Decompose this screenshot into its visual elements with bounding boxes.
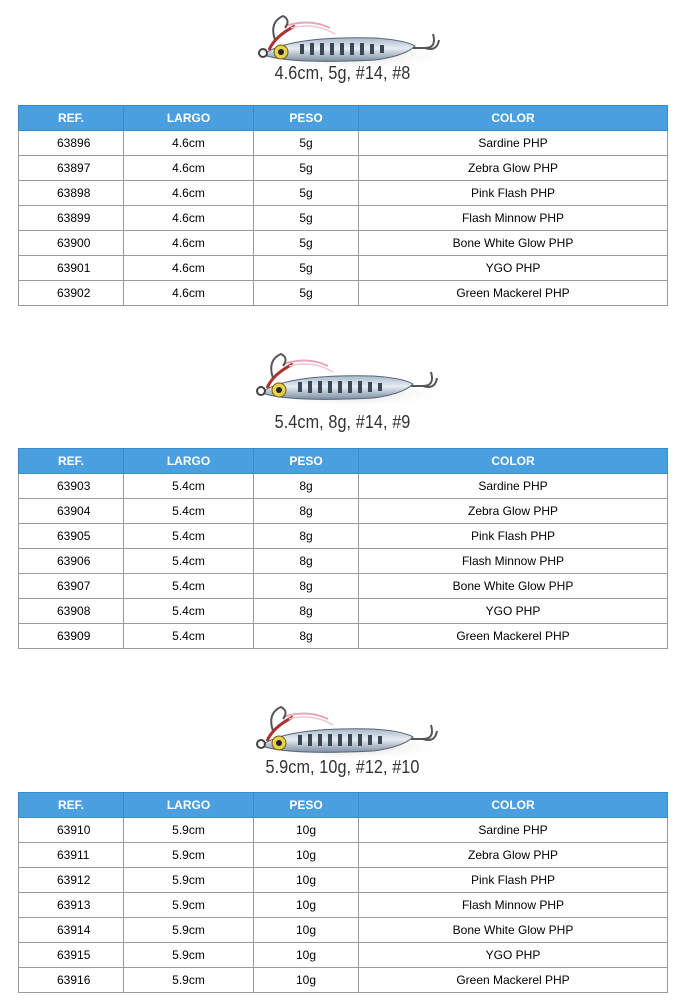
ref-cell: 63911 <box>19 843 124 868</box>
ref-cell: 63897 <box>19 156 124 181</box>
color-cell: Zebra Glow PHP <box>359 499 668 524</box>
peso-cell: 5g <box>254 131 359 156</box>
table-row <box>19 524 668 549</box>
section-caption: 5.4cm, 8g, #14, #9 <box>274 412 411 432</box>
ref-cell: 63912 <box>19 868 124 893</box>
ref-cell: 63902 <box>19 281 124 306</box>
peso-cell: 8g <box>254 474 359 499</box>
table-row <box>19 893 668 918</box>
table-row <box>19 943 668 968</box>
peso-cell: 8g <box>254 524 359 549</box>
ref-cell: 63896 <box>19 131 124 156</box>
table-row <box>19 818 668 843</box>
col-header-largo: LARGO <box>124 449 254 474</box>
color-cell: YGO PHP <box>359 599 668 624</box>
peso-cell: 5g <box>254 231 359 256</box>
col-header-ref: REF. <box>19 106 124 131</box>
table-row <box>19 574 668 599</box>
color-cell: Flash Minnow PHP <box>359 206 668 231</box>
largo-cell: 5.4cm <box>124 624 254 649</box>
largo-cell: 4.6cm <box>124 231 254 256</box>
table-row <box>19 499 668 524</box>
ref-cell: 63898 <box>19 181 124 206</box>
table-row <box>19 131 668 156</box>
peso-cell: 8g <box>254 624 359 649</box>
peso-cell: 10g <box>254 918 359 943</box>
col-header-largo: LARGO <box>124 793 254 818</box>
color-cell: Green Mackerel PHP <box>359 624 668 649</box>
largo-cell: 5.4cm <box>124 499 254 524</box>
color-cell: Zebra Glow PHP <box>359 156 668 181</box>
col-header-peso: PESO <box>254 793 359 818</box>
color-cell: YGO PHP <box>359 256 668 281</box>
col-header-peso: PESO <box>254 449 359 474</box>
peso-cell: 5g <box>254 156 359 181</box>
lure-image <box>238 703 448 758</box>
largo-cell: 5.9cm <box>124 918 254 943</box>
ref-cell: 63903 <box>19 474 124 499</box>
ref-cell: 63915 <box>19 943 124 968</box>
table-row <box>19 256 668 281</box>
ref-cell: 63905 <box>19 524 124 549</box>
ref-cell: 63916 <box>19 968 124 993</box>
color-cell: Green Mackerel PHP <box>359 281 668 306</box>
largo-cell: 5.9cm <box>124 843 254 868</box>
table-row <box>19 474 668 499</box>
peso-cell: 10g <box>254 968 359 993</box>
largo-cell: 5.9cm <box>124 868 254 893</box>
largo-cell: 5.4cm <box>124 549 254 574</box>
largo-cell: 4.6cm <box>124 131 254 156</box>
color-cell: Pink Flash PHP <box>359 868 668 893</box>
spec-table <box>18 448 668 649</box>
largo-cell: 4.6cm <box>124 156 254 181</box>
peso-cell: 10g <box>254 843 359 868</box>
color-cell: Green Mackerel PHP <box>359 968 668 993</box>
table-row <box>19 968 668 993</box>
peso-cell: 8g <box>254 549 359 574</box>
spec-table <box>18 792 668 993</box>
largo-cell: 4.6cm <box>124 281 254 306</box>
col-header-peso: PESO <box>254 106 359 131</box>
ref-cell: 63909 <box>19 624 124 649</box>
table-row <box>19 624 668 649</box>
color-cell: Flash Minnow PHP <box>359 549 668 574</box>
col-header-ref: REF. <box>19 449 124 474</box>
peso-cell: 10g <box>254 943 359 968</box>
ref-cell: 63910 <box>19 818 124 843</box>
col-header-color: COLOR <box>359 793 668 818</box>
peso-cell: 5g <box>254 206 359 231</box>
table-row <box>19 599 668 624</box>
table-row <box>19 181 668 206</box>
peso-cell: 5g <box>254 256 359 281</box>
largo-cell: 4.6cm <box>124 181 254 206</box>
peso-cell: 8g <box>254 574 359 599</box>
spec-table <box>18 105 668 306</box>
largo-cell: 5.9cm <box>124 893 254 918</box>
largo-cell: 5.9cm <box>124 818 254 843</box>
ref-cell: 63913 <box>19 893 124 918</box>
largo-cell: 5.9cm <box>124 968 254 993</box>
section-caption: 4.6cm, 5g, #14, #8 <box>274 63 411 83</box>
ref-cell: 63914 <box>19 918 124 943</box>
largo-cell: 5.4cm <box>124 574 254 599</box>
col-header-color: COLOR <box>359 449 668 474</box>
color-cell: Flash Minnow PHP <box>359 893 668 918</box>
table-row <box>19 918 668 943</box>
largo-cell: 5.4cm <box>124 524 254 549</box>
col-header-largo: LARGO <box>124 106 254 131</box>
table-row <box>19 281 668 306</box>
ref-cell: 63904 <box>19 499 124 524</box>
lure-image <box>243 350 443 405</box>
color-cell: Zebra Glow PHP <box>359 843 668 868</box>
peso-cell: 5g <box>254 181 359 206</box>
section-caption: 5.9cm, 10g, #12, #10 <box>265 757 420 777</box>
peso-cell: 8g <box>254 599 359 624</box>
largo-cell: 5.4cm <box>124 474 254 499</box>
color-cell: Sardine PHP <box>359 474 668 499</box>
color-cell: Pink Flash PHP <box>359 524 668 549</box>
largo-cell: 4.6cm <box>124 206 254 231</box>
ref-cell: 63901 <box>19 256 124 281</box>
table-row <box>19 868 668 893</box>
table-row <box>19 549 668 574</box>
color-cell: Bone White Glow PHP <box>359 231 668 256</box>
col-header-color: COLOR <box>359 106 668 131</box>
peso-cell: 5g <box>254 281 359 306</box>
ref-cell: 63908 <box>19 599 124 624</box>
col-header-ref: REF. <box>19 793 124 818</box>
color-cell: Sardine PHP <box>359 131 668 156</box>
color-cell: Bone White Glow PHP <box>359 574 668 599</box>
ref-cell: 63900 <box>19 231 124 256</box>
ref-cell: 63899 <box>19 206 124 231</box>
largo-cell: 5.9cm <box>124 943 254 968</box>
color-cell: Sardine PHP <box>359 818 668 843</box>
lure-image <box>245 12 445 67</box>
ref-cell: 63906 <box>19 549 124 574</box>
color-cell: Bone White Glow PHP <box>359 918 668 943</box>
table-row <box>19 231 668 256</box>
ref-cell: 63907 <box>19 574 124 599</box>
table-row <box>19 206 668 231</box>
table-row <box>19 843 668 868</box>
peso-cell: 10g <box>254 818 359 843</box>
color-cell: YGO PHP <box>359 943 668 968</box>
peso-cell: 10g <box>254 868 359 893</box>
table-row <box>19 156 668 181</box>
peso-cell: 8g <box>254 499 359 524</box>
peso-cell: 10g <box>254 893 359 918</box>
largo-cell: 5.4cm <box>124 599 254 624</box>
largo-cell: 4.6cm <box>124 256 254 281</box>
color-cell: Pink Flash PHP <box>359 181 668 206</box>
